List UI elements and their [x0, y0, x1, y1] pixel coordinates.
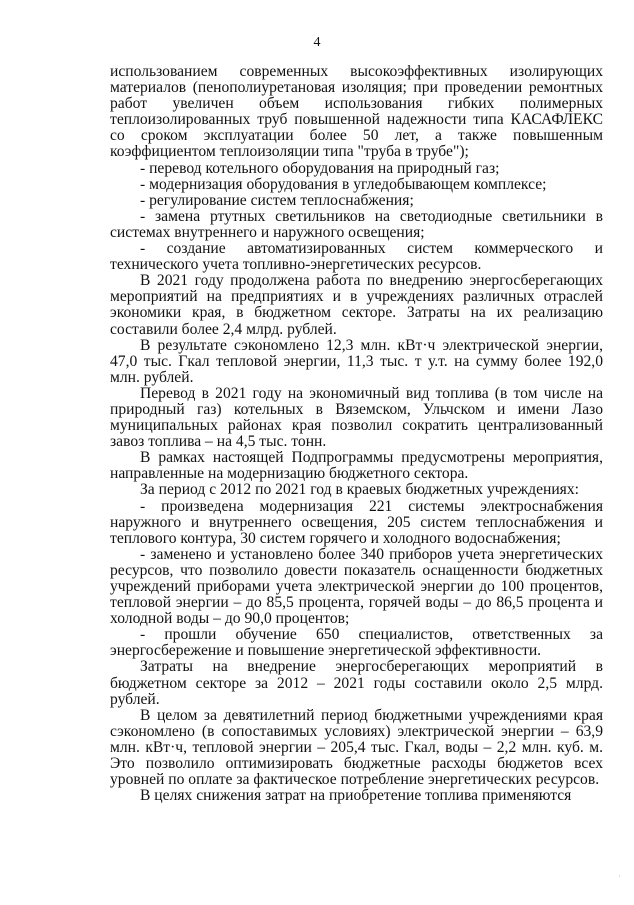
list-item: - прошли обучение 650 специалистов, ответственных за энергосбережение и повышение энергетической эффективности. [110, 626, 603, 660]
list-item: - произведена модернизация 221 системы электроснабжения наружного и внутреннего освещения, 205 систем теплоснабжения и теплового контура, 30 систем горячего и холодного водоснабжения; [110, 497, 603, 547]
scan-mark-decoration: · [618, 872, 621, 882]
list-item: - замена ртутных светильников на светодиодные светильники в системах внутреннего и наружного освещения; [110, 207, 603, 241]
paragraph: Затраты на внедрение энергосберегающих мероприятий в бюджетном секторе за 2012 – 2021 годы составили около 2,5 млрд. рублей. [110, 658, 603, 708]
paragraph: В 2021 году продолжена работа по внедрению энергосберегающих мероприятий на предприятиях и в учреждениях различных отраслей экономики края, в бюджетном секторе. Затраты на их реализацию составили более 2,4 млрд. рублей. [110, 272, 603, 338]
list-item: - заменено и установлено более 340 приборов учета энергетических ресурсов, что позволило довести показатель оснащенности бюджетных учреждений приборами учета электрической энергии до 100 процентов, тепловой энергии – до 85,5 процента, горячей воды – до 86,5 процента и холодной воды – до 90,0 процентов; [110, 545, 603, 628]
list-item: - перевод котельного оборудования на природный газ; [140, 159, 500, 177]
paragraph: В результате сэкономлено 12,3 млн. кВт·ч электрической энергии, 47,0 тыс. Гкал тепловой энергии, 11,3 тыс. т у.т. на сумму более 192,0 млн. рублей. [110, 336, 603, 386]
list-item: - модернизация оборудования в угледобывающем комплексе; [140, 175, 547, 193]
paragraph: В целом за девятилетний период бюджетными учреждениями края сэкономлено (в сопоставимых условиях) электрической энергии – 63,9 млн. кВт·ч, тепловой энергии – 205,4 тыс. Гкал, воды – 2,2 млн. куб. м. Это позволило оптимизировать бюджетные расходы бюджетов всех уровней по оплате за фактическое потребление энергетических ресурсов. [110, 706, 603, 789]
list-item: - регулирование систем теплоснабжения; [140, 191, 414, 209]
paragraph: В рамках настоящей Подпрограммы предусмотрены мероприятия, направленные на модернизацию бюджетного сектора. [110, 449, 603, 483]
paragraph: В целях снижения затрат на приобретение топлива применяются [140, 787, 572, 805]
paragraph: За период с 2012 по 2021 год в краевых бюджетных учреждениях: [140, 481, 579, 499]
paragraph: использованием современных высокоэффективных изолирующих материалов (пенополиуретановая изоляция; при проведении ремонтных работ увеличен объем использования гибких полимерных теплоизолированных труб повышенной надежности типа КАСАФЛЕКС со сроком эксплуатации более 50 лет, а также повышенным коэффициентом теплоизоляции типа "труба в трубе"); [110, 63, 603, 161]
body-text [110, 64, 603, 804]
paragraph: Перевод в 2021 году на экономичный вид топлива (в том числе на природный газ) котельных в Вяземском, Ульчском и имени Лазо муниципальных районах края позволил сократить централизованный завоз топлива – на 4,5 тыс. тонн. [110, 384, 603, 451]
page-number: 4 [313, 35, 321, 50]
list-item: - создание автоматизированных систем коммерческого и технического учета топливно-энергетических ресурсов. [110, 240, 603, 274]
